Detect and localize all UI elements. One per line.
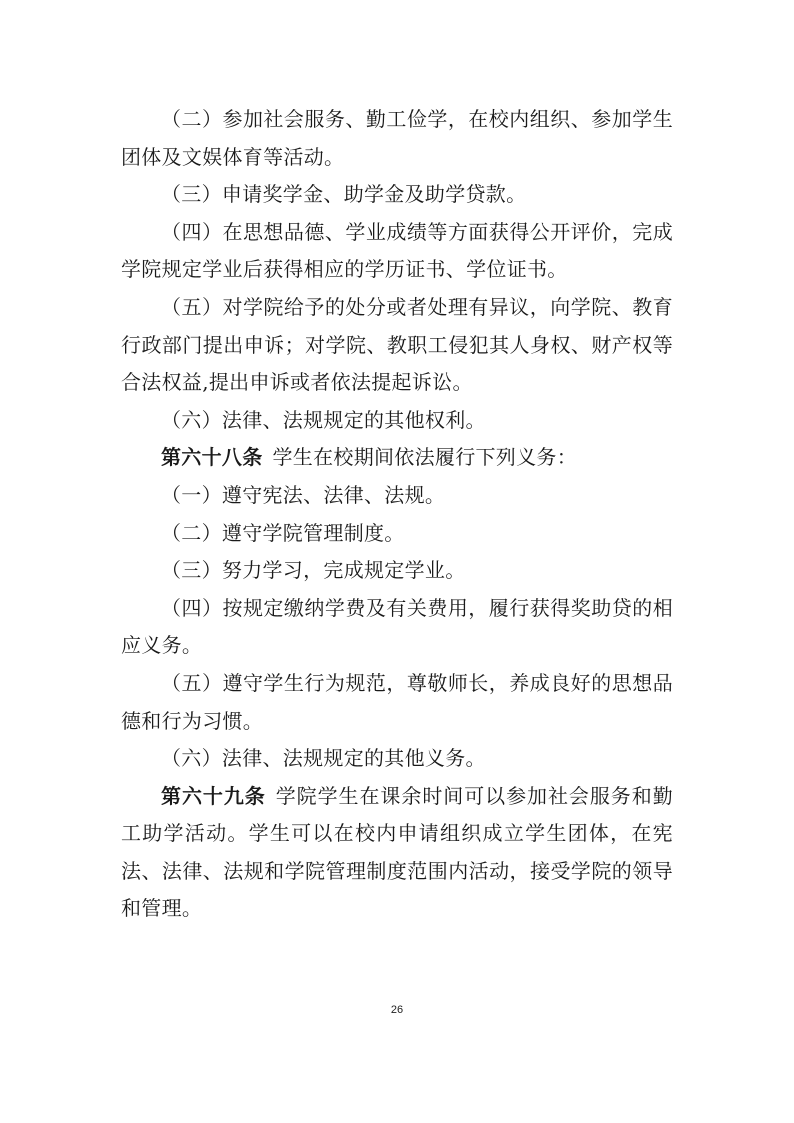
article-paragraph: [121, 778, 673, 928]
paragraph: [121, 552, 673, 590]
article-paragraph: [121, 439, 673, 477]
paragraph-text: （五）遵守学生行为规范，尊敬师长，养成良好的思想品德和行为习惯。: [121, 670, 673, 733]
paragraph-text: （四）在思想品德、学业成绩等方面获得公开评价，完成学院规定学业后获得相应的学历证书、学位证书。: [121, 219, 673, 282]
paragraph: [121, 101, 673, 176]
page-number: 26: [390, 1004, 404, 1016]
paragraph: [121, 176, 673, 214]
paragraph: [121, 477, 673, 515]
paragraph-text: （二）遵守学院管理制度。: [161, 520, 405, 545]
paragraph: [121, 665, 673, 740]
paragraph-text: （一）遵守宪法、法律、法规。: [161, 482, 446, 507]
paragraph-text: （二）参加社会服务、勤工俭学，在校内组织、参加学生团体及文娱体育等活动。: [121, 107, 673, 169]
paragraph: [121, 289, 673, 402]
paragraph-text: （三）努力学习，完成规定学业。: [161, 558, 466, 583]
paragraph: [121, 590, 673, 665]
paragraph: [121, 402, 673, 440]
paragraph-text: （四）按规定缴纳学费及有关费用，履行获得奖助贷的相应义务。: [121, 595, 673, 658]
paragraph-text: （五）对学院给予的处分或者处理有异议，向学院、教育行政部门提出申诉；对学院、教职工侵犯其人身权、财产权等合法权益,提出申诉或者依法提起诉讼。: [121, 294, 673, 395]
article-number: 第六十八条: [161, 445, 263, 470]
paragraph-text: （三）申请奖学金、助学金及助学贷款。: [161, 182, 527, 207]
paragraph: [121, 214, 673, 289]
paragraph: [121, 740, 673, 778]
paragraph-text: （六）法律、法规规定的其他义务。: [161, 746, 486, 771]
article-number: 第六十九条: [161, 783, 266, 808]
paragraph: [121, 515, 673, 553]
paragraph-text: 学生在校期间依法履行下列义务：: [272, 445, 577, 470]
paragraph-text: （六）法律、法规规定的其他权利。: [161, 407, 486, 432]
paragraph-text: 学院学生在课余时间可以参加社会服务和勤工助学活动。学生可以在校内申请组织成立学生团体，在宪法、法律、法规和学院管理制度范围内活动，接受学院的领导和管理。: [121, 783, 673, 921]
body-text: [121, 101, 673, 928]
